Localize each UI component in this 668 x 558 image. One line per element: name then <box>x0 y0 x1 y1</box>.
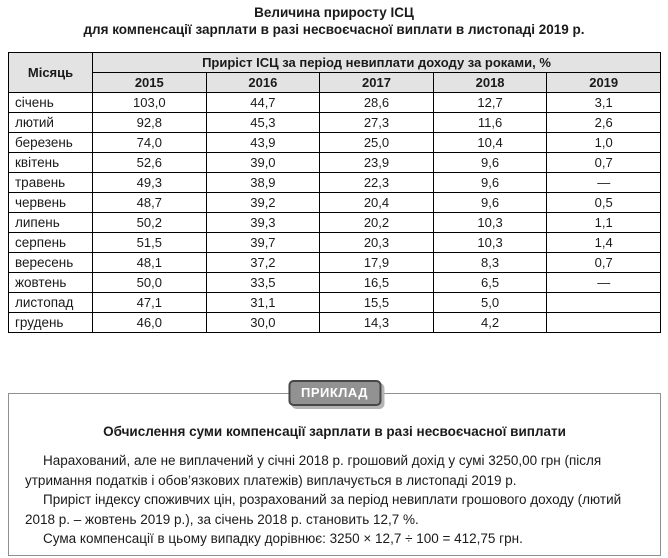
value-cell: 15,5 <box>320 293 434 313</box>
value-cell: 20,2 <box>320 213 434 233</box>
value-cell <box>547 313 661 333</box>
value-cell: 0,7 <box>547 253 661 273</box>
value-cell: 10,3 <box>433 233 547 253</box>
value-cell <box>547 293 661 313</box>
month-cell: квітень <box>9 153 93 173</box>
example-box <box>8 385 661 556</box>
month-cell: грудень <box>9 313 93 333</box>
value-cell: 92,8 <box>93 113 207 133</box>
value-cell: 14,3 <box>320 313 434 333</box>
value-cell: 39,7 <box>206 233 320 253</box>
month-cell: липень <box>9 213 93 233</box>
value-cell: 31,1 <box>206 293 320 313</box>
month-cell: січень <box>9 93 93 113</box>
month-cell: червень <box>9 193 93 213</box>
value-cell: 103,0 <box>93 93 207 113</box>
table-row <box>9 153 661 173</box>
value-cell: 43,9 <box>206 133 320 153</box>
page-title-line2: для компенсації зарплати в разі несвоєчасної виплати в листопаді 2019 р. <box>83 22 585 37</box>
value-cell: 9,6 <box>433 153 547 173</box>
table-row <box>9 133 661 153</box>
value-cell: 11,6 <box>433 113 547 133</box>
table-row <box>9 173 661 193</box>
example-body <box>25 451 646 549</box>
year-header: 2015 <box>93 73 207 93</box>
value-cell: 25,0 <box>320 133 434 153</box>
value-cell: 16,5 <box>320 273 434 293</box>
value-cell: 52,6 <box>93 153 207 173</box>
value-cell: 22,3 <box>320 173 434 193</box>
month-cell: листопад <box>9 293 93 313</box>
table-row <box>9 213 661 233</box>
value-cell: 6,5 <box>433 273 547 293</box>
example-badge: ПРИКЛАД <box>288 380 381 406</box>
value-cell: 50,2 <box>93 213 207 233</box>
value-cell: 9,6 <box>433 173 547 193</box>
year-header: 2019 <box>547 73 661 93</box>
table-body <box>9 93 661 333</box>
table-row <box>9 113 661 133</box>
month-cell: травень <box>9 173 93 193</box>
value-cell: 33,5 <box>206 273 320 293</box>
month-cell: березень <box>9 133 93 153</box>
value-cell: 2,6 <box>547 113 661 133</box>
cpi-growth-table <box>8 52 661 333</box>
table-row <box>9 313 661 333</box>
value-cell: 44,7 <box>206 93 320 113</box>
value-cell: 47,1 <box>93 293 207 313</box>
table-row <box>9 253 661 273</box>
value-cell: 51,5 <box>93 233 207 253</box>
year-header: 2017 <box>320 73 434 93</box>
table-row <box>9 193 661 213</box>
value-cell: 0,5 <box>547 193 661 213</box>
value-cell: 28,6 <box>320 93 434 113</box>
table-row <box>9 93 661 113</box>
group-header: Приріст ІСЦ за період невиплати доходу за роками, % <box>93 53 661 73</box>
month-cell: вересень <box>9 253 93 273</box>
table-header-row-top <box>9 53 661 73</box>
value-cell: 46,0 <box>93 313 207 333</box>
value-cell: 1,0 <box>547 133 661 153</box>
value-cell: 12,7 <box>433 93 547 113</box>
value-cell: 45,3 <box>206 113 320 133</box>
value-cell: 39,0 <box>206 153 320 173</box>
value-cell: 48,7 <box>93 193 207 213</box>
value-cell: 39,2 <box>206 193 320 213</box>
value-cell: 30,0 <box>206 313 320 333</box>
page-title <box>0 4 668 38</box>
value-cell: 1,4 <box>547 233 661 253</box>
value-cell: 10,4 <box>433 133 547 153</box>
value-cell: 49,3 <box>93 173 207 193</box>
value-cell: 74,0 <box>93 133 207 153</box>
value-cell: 48,1 <box>93 253 207 273</box>
value-cell: 37,2 <box>206 253 320 273</box>
table-header-row-years <box>9 73 661 93</box>
month-column-header: Місяць <box>9 53 93 93</box>
year-header: 2018 <box>433 73 547 93</box>
value-cell: 27,3 <box>320 113 434 133</box>
value-cell: 8,3 <box>433 253 547 273</box>
example-heading: Обчислення суми компенсації зарплати в разі несвоєчасної виплати <box>103 424 566 439</box>
example-paragraph: Нарахований, але не виплачений у січні 2018 р. грошовий дохід у сумі 3250,00 грн (після утримання податків і обов’язкових платежів) виплачується в листопаді 2019 р. <box>25 453 602 488</box>
value-cell: — <box>547 273 661 293</box>
value-cell: 10,3 <box>433 213 547 233</box>
table-row <box>9 273 661 293</box>
table-row <box>9 293 661 313</box>
value-cell: 23,9 <box>320 153 434 173</box>
value-cell: 39,3 <box>206 213 320 233</box>
example-paragraph: Приріст індексу споживчих цін, розрахований за період невиплати грошового доходу (лютий 2018 р. – жовтень 2019 р.), за січень 2018 р. становить 12,7 %. <box>25 492 622 527</box>
value-cell: 4,2 <box>433 313 547 333</box>
example-paragraph: Сума компенсації в цьому випадку дорівнює: 3250 × 12,7 ÷ 100 = 412,75 грн. <box>43 531 523 546</box>
value-cell: 20,4 <box>320 193 434 213</box>
value-cell: 9,6 <box>433 193 547 213</box>
month-cell: лютий <box>9 113 93 133</box>
year-header: 2016 <box>206 73 320 93</box>
value-cell: — <box>547 173 661 193</box>
value-cell: 17,9 <box>320 253 434 273</box>
value-cell: 5,0 <box>433 293 547 313</box>
value-cell: 20,3 <box>320 233 434 253</box>
page-title-line1: Величина приросту ІСЦ <box>254 5 414 20</box>
value-cell: 3,1 <box>547 93 661 113</box>
value-cell: 1,1 <box>547 213 661 233</box>
month-cell: серпень <box>9 233 93 253</box>
table-row <box>9 233 661 253</box>
value-cell: 0,7 <box>547 153 661 173</box>
value-cell: 50,0 <box>93 273 207 293</box>
month-cell: жовтень <box>9 273 93 293</box>
value-cell: 38,9 <box>206 173 320 193</box>
